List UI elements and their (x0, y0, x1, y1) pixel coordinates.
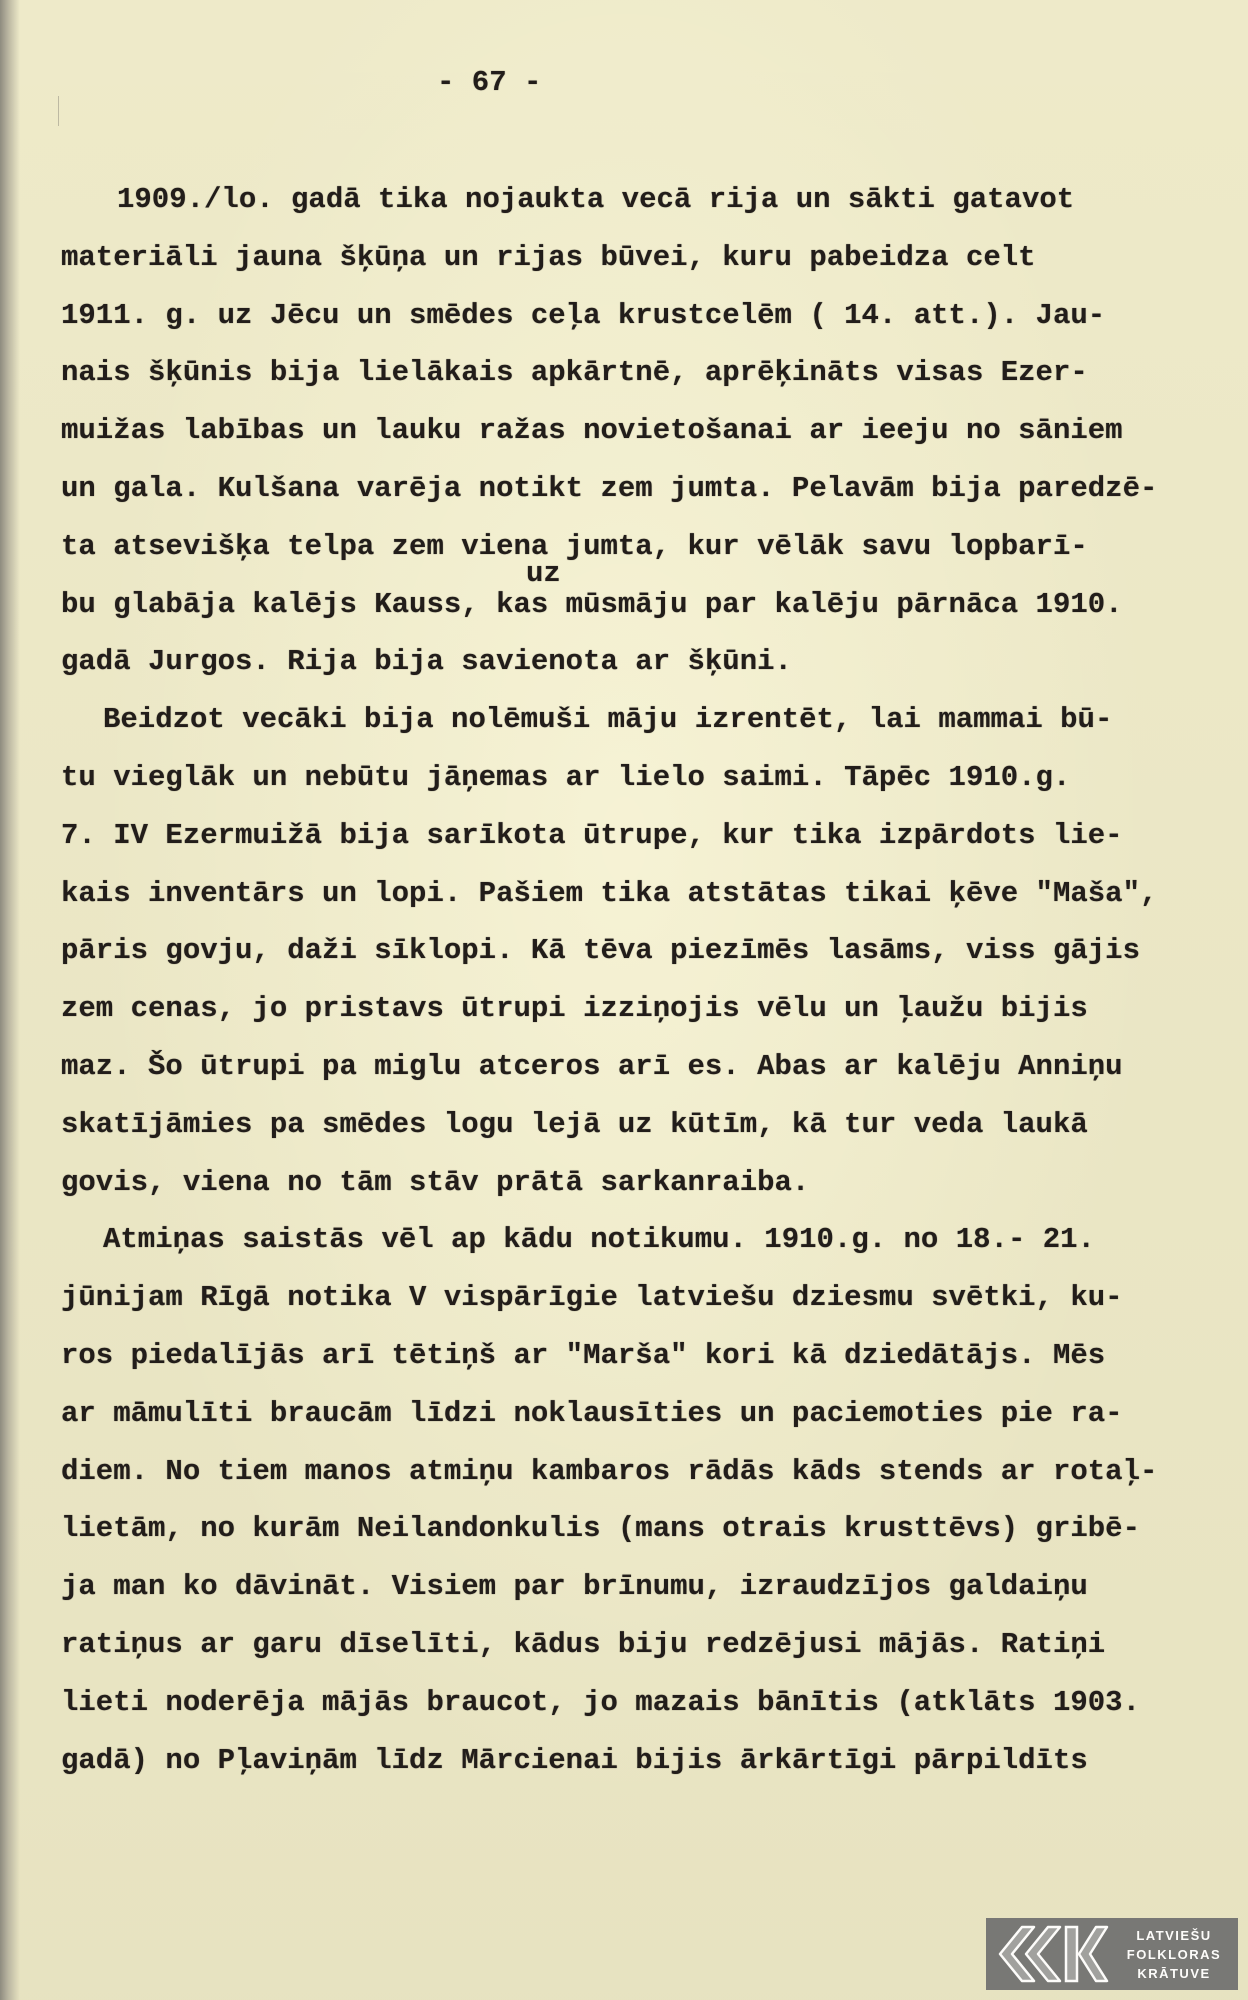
text-line: ja man ko dāvināt. Visiem par brīnumu, izraudzījos galdaiņu (61, 1570, 1088, 1604)
text-line: gadā Jurgos. Rija bija savienota ar šķūni. (61, 645, 792, 679)
text-line: kais inventārs un lopi. Pašiem tika atstātas tikai ķēve "Maša", (61, 876, 1158, 910)
lfk-mark-icon (986, 1918, 1110, 1990)
text-line: jūnijam Rīgā notika V vispārīgie latviešu dziesmu svētki, ku- (61, 1281, 1123, 1315)
text-line: maz. Šo ūtrupi pa miglu atceros arī es. Abas ar kalēju Anniņu (61, 1049, 1123, 1083)
text-line: tu vieglāk un nebūtu jāņemas ar lielo saimi. Tāpēc 1910.g. (61, 760, 1071, 794)
text-line: ar māmulīti braucām līdzi noklausīties un paciemoties pie ra- (61, 1396, 1123, 1430)
text-line: lietām, no kurām Neilandonkulis (mans otrais krusttēvs) gribē- (61, 1512, 1140, 1546)
scan-mark (58, 96, 59, 126)
text-line: ta atsevišķa telpa zem viena jumta, kur vēlāk savu lopbarī- (61, 529, 1088, 563)
logo-text-line: LATVIEŠU (1136, 1927, 1212, 1943)
text-line: lieti noderēja mājās braucot, jo mazais bānītis (atklāts 1903. (61, 1685, 1140, 1719)
text-line: Atmiņas saistās vēl ap kādu notikumu. 1910.g. no 18.- 21. (103, 1223, 1095, 1257)
text-line: gadā) no Pļaviņām līdz Mārcienai bijis ārkārtīgi pārpildīts (61, 1743, 1088, 1777)
handwritten-insertion: uz (526, 557, 561, 590)
text-line: 1911. g. uz Jēcu un smēdes ceļa krustcelēm ( 14. att.). Jau- (61, 298, 1106, 332)
text-line: materiāli jauna šķūņa un rijas būvei, kuru pabeidza celt (61, 240, 1036, 274)
text-line: bu glabāja kalējs Kauss, kas mūsmāju par kalēju pārnāca 1910. (61, 587, 1123, 621)
text-line: ratiņus ar garu dīselīti, kādus biju redzējusi mājās. Ratiņi (61, 1627, 1106, 1661)
text-line: govis, viena no tām stāv prātā sarkanraiba. (61, 1165, 810, 1199)
text-line: skatījāmies pa smēdes logu lejā uz kūtīm, kā tur veda laukā (61, 1107, 1088, 1141)
logo-text-line: FOLKLORAS (1126, 1946, 1222, 1962)
text-line: zem cenas, jo pristavs ūtrupi izziņojis vēlu un ļaužu bijis (61, 992, 1088, 1026)
text-line: muižas labības un lauku ražas novietošanai ar ieeju no sāniem (61, 414, 1123, 448)
archive-logo (986, 1918, 1238, 1990)
text-line: ros piedalījās arī tētiņš ar "Marša" kori kā dziedātājs. Mēs (61, 1338, 1106, 1372)
scanned-page-edge (0, 0, 20, 2000)
logo-text-line: KRĀTUVE (1137, 1965, 1211, 1981)
text-line: un gala. Kulšana varēja notikt zem jumta. Pelavām bija paredzē- (61, 471, 1158, 505)
text-line: diem. No tiem manos atmiņu kambaros rādās kāds stends ar rotaļ- (61, 1454, 1158, 1488)
page-number: - 67 - (437, 66, 542, 99)
text-line: 7. IV Ezermuižā bija sarīkota ūtrupe, kur tika izpārdots lie- (61, 818, 1123, 852)
text-line: pāris govju, daži sīklopi. Kā tēva piezīmēs lasāms, viss gājis (61, 934, 1140, 968)
text-line: 1909./lo. gadā tika nojaukta vecā rija un sākti gatavot (117, 183, 1075, 216)
logo-text (1110, 1926, 1238, 1983)
body-text (61, 171, 1211, 1789)
text-line: Beidzot vecāki bija nolēmuši māju izrentēt, lai mammai bū- (103, 703, 1113, 737)
text-line: nais šķūnis bija lielākais apkārtnē, aprēķināts visas Ezer- (61, 356, 1088, 390)
